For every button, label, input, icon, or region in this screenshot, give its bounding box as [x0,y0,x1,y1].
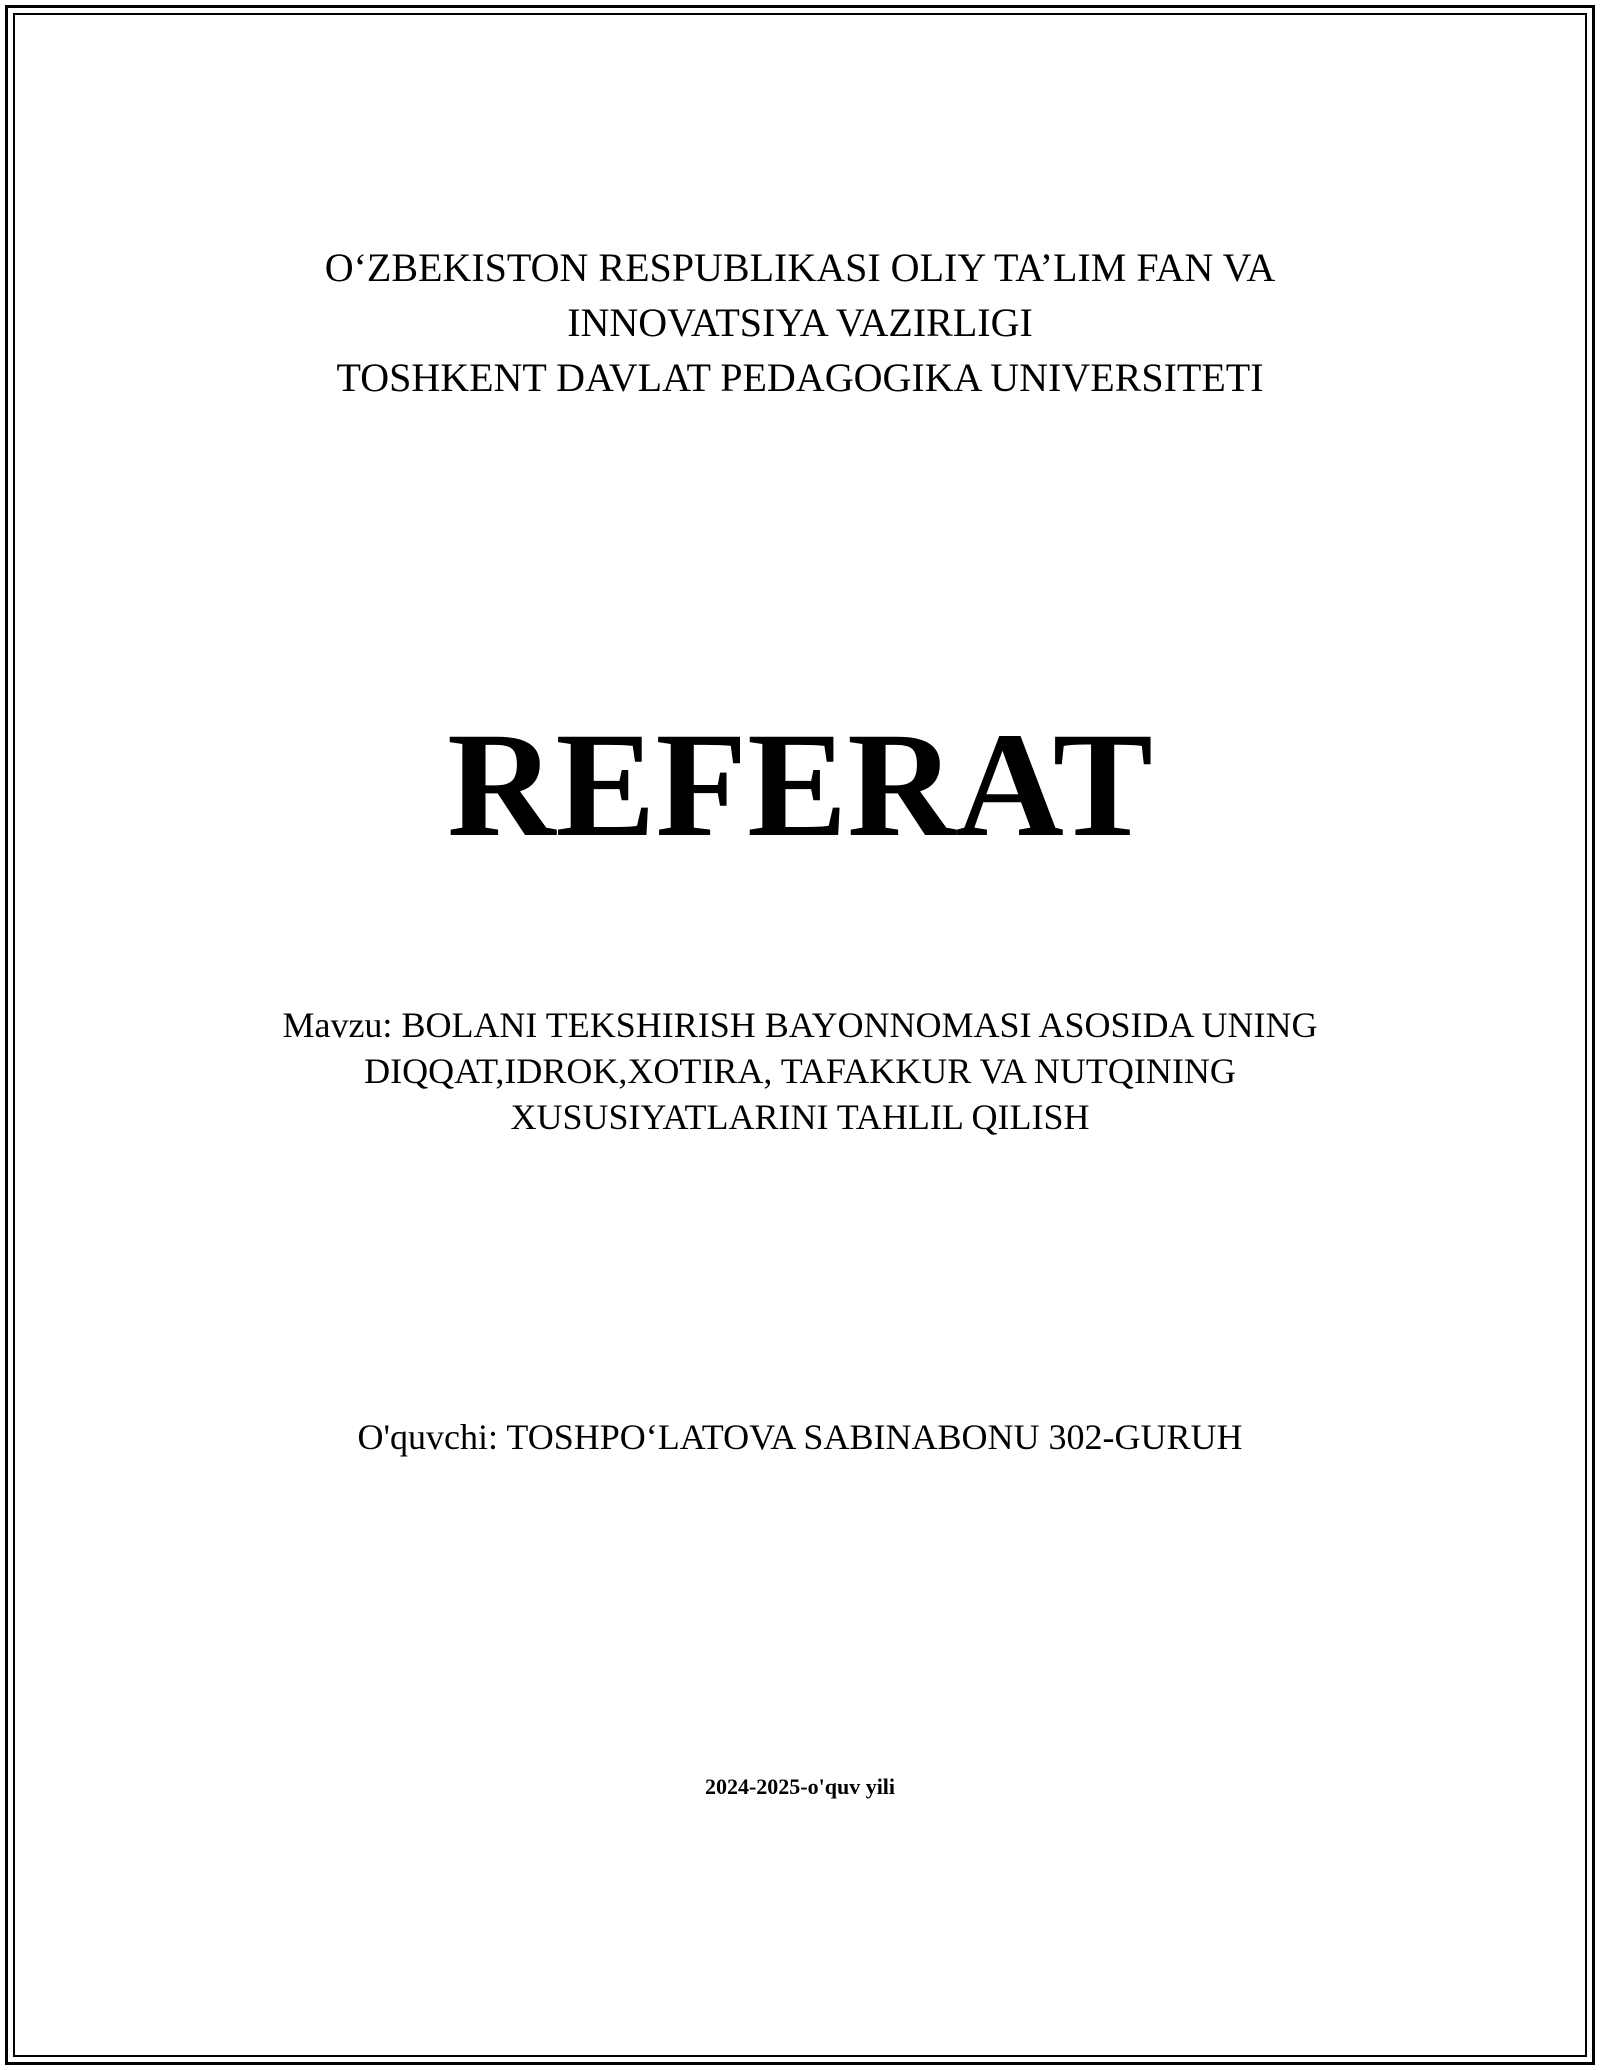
student-info: O'quvchi: TOSHPO‘LATOVA SABINABONU 302-GURUH [357,1417,1243,1457]
topic-block [0,1002,1600,1140]
document-title: REFERAT [447,702,1153,868]
topic-line-1: Mavzu: BOLANI TEKSHIRISH BAYONNOMASI ASOSIDA UNING [282,1005,1318,1045]
academic-year: 2024-2025-o'quv yili [704,1774,896,1799]
institution-header [0,240,1600,405]
ministry-line-2: INNOVATSIYA VAZIRLIGI [567,300,1033,345]
ministry-line-1: O‘ZBEKISTON RESPUBLIKASI OLIY TA’LIM FAN VA [324,245,1276,290]
university-name: TOSHKENT DAVLAT PEDAGOGIKA UNIVERSITETI [336,355,1264,400]
topic-line-2: DIQQAT,IDROK,XOTIRA, TAFAKKUR VA NUTQINING [364,1051,1236,1091]
topic-line-3: XUSUSIYATLARINI TAHLIL QILISH [510,1097,1090,1137]
